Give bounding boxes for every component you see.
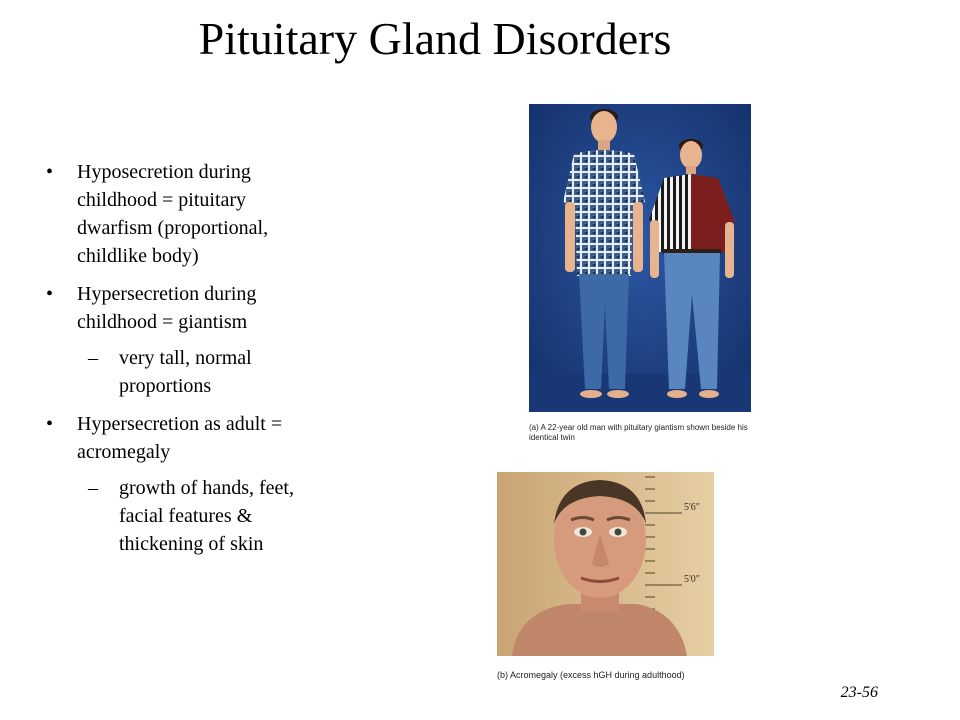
bullet-item [36, 280, 316, 336]
ruler-label-5-6: 5'6" [684, 502, 700, 513]
acromegaly-portrait-photo [497, 472, 714, 656]
bullet-dot-icon: • [46, 413, 54, 435]
sub-bullet-item [36, 474, 316, 558]
bullet-item [36, 410, 316, 466]
bullet-text: Hypersecretion during childhood = giantism [77, 283, 257, 333]
bullet-item [36, 158, 316, 270]
bullet-text: Hypersecretion as adult = acromegaly [77, 413, 283, 463]
bullet-text: Hyposecretion during childhood = pituitary dwarfism (proportional, childlike body) [77, 161, 269, 267]
slide-number: 23-56 [840, 684, 878, 701]
slide-title: Pituitary Gland Disorders [198, 13, 672, 64]
figure-a-caption: (a) A 22-year old man with pituitary giantism shown beside his identical twin [529, 423, 748, 442]
ruler-label-5-0: 5'0" [684, 574, 700, 585]
sub-bullet-text: very tall, normal proportions [119, 347, 252, 397]
dash-icon: – [88, 347, 98, 369]
figure-b-caption: (b) Acromegaly (excess hGH during adulthood) [497, 670, 685, 680]
bullet-dot-icon: • [46, 283, 54, 305]
bullet-list [36, 158, 316, 568]
sub-bullet-text: growth of hands, feet, facial features & thickening of skin [119, 477, 294, 555]
dash-icon: – [88, 477, 98, 499]
bullet-dot-icon: • [46, 161, 54, 183]
sub-bullet-item [36, 344, 316, 400]
giantism-twins-photo [529, 104, 751, 412]
